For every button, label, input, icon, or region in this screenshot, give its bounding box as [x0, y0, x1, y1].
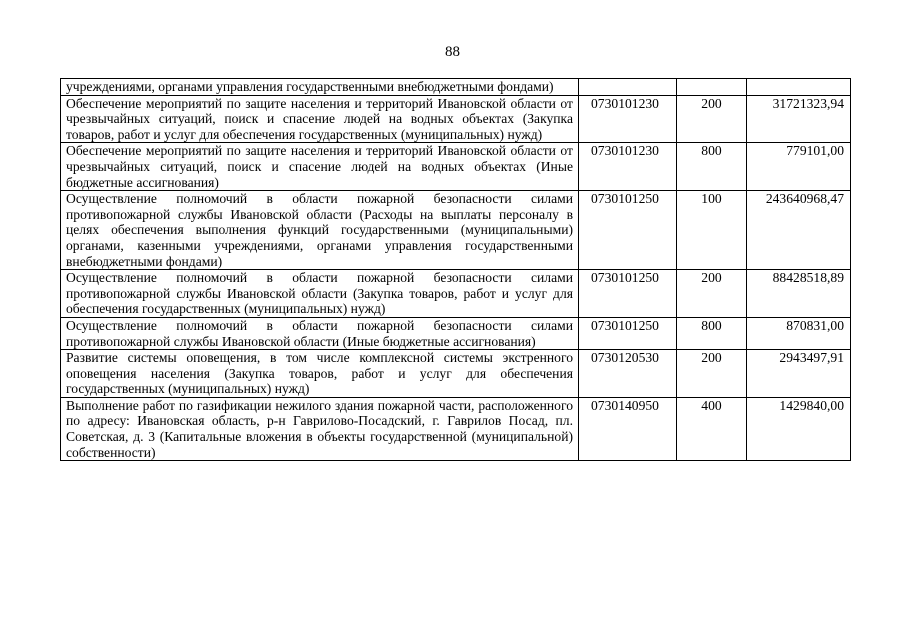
row-expense-type: 200: [677, 95, 747, 143]
row-expense-type: [677, 79, 747, 96]
row-description: Выполнение работ по газификации нежилого здания пожарной части, расположенного по адресу: Ивановская область, р-н Гаврилово-Посадский, г. Гаврилов Посад, пл. Советская, д. 3 (Капитальные вложения в объекты государственной (муниципальной) собственности): [61, 397, 579, 460]
row-amount: [747, 79, 851, 96]
row-target-code: 0730101250: [579, 191, 677, 270]
row-description: учреждениями, органами управления государственными внебюджетными фондами): [61, 79, 579, 96]
row-amount: 870831,00: [747, 317, 851, 349]
row-target-code: 0730101250: [579, 270, 677, 318]
page-number: 88: [445, 44, 460, 60]
row-target-code: 0730101230: [579, 143, 677, 191]
budget-table-body: [61, 79, 851, 461]
row-target-code: 0730120530: [579, 350, 677, 398]
table-row: [61, 143, 851, 191]
row-target-code: 0730101250: [579, 317, 677, 349]
row-description: Осуществление полномочий в области пожарной безопасности силами противопожарной службы Ивановской области (Закупка товаров, работ и услуг для обеспечения государственных (муниципальных) нужд): [61, 270, 579, 318]
row-amount: 243640968,47: [747, 191, 851, 270]
table-row: [61, 191, 851, 270]
row-target-code: 0730101230: [579, 95, 677, 143]
row-description: Обеспечение мероприятий по защите населения и территорий Ивановской области от чрезвычайных ситуаций, поиск и спасение людей на водных объектах (Закупка товаров, работ и услуг для обеспечения государственных (муниципальных) нужд): [61, 95, 579, 143]
row-expense-type: 200: [677, 270, 747, 318]
row-amount: 1429840,00: [747, 397, 851, 460]
row-expense-type: 200: [677, 350, 747, 398]
table-row: [61, 397, 851, 460]
row-expense-type: 800: [677, 317, 747, 349]
row-target-code: 0730140950: [579, 397, 677, 460]
table-row: [61, 79, 851, 96]
row-description: Осуществление полномочий в области пожарной безопасности силами противопожарной службы Ивановской области (Расходы на выплаты персоналу в целях обеспечения выполнения функций государственными (муниципальными) органами, казенными учреждениями, органами управления государственными внебюджетными фондами): [61, 191, 579, 270]
table-row: [61, 350, 851, 398]
row-expense-type: 800: [677, 143, 747, 191]
row-amount: 779101,00: [747, 143, 851, 191]
row-amount: 2943497,91: [747, 350, 851, 398]
row-expense-type: 100: [677, 191, 747, 270]
row-amount: 88428518,89: [747, 270, 851, 318]
table-row: [61, 270, 851, 318]
row-target-code: [579, 79, 677, 96]
row-description: Обеспечение мероприятий по защите населения и территорий Ивановской области от чрезвычайных ситуаций, поиск и спасение людей на водных объектах (Иные бюджетные ассигнования): [61, 143, 579, 191]
row-description: Развитие системы оповещения, в том числе комплексной системы экстренного оповещения населения (Закупка товаров, работ и услуг для обеспечения государственных (муниципальных) нужд): [61, 350, 579, 398]
row-expense-type: 400: [677, 397, 747, 460]
table-row: [61, 95, 851, 143]
row-description: Осуществление полномочий в области пожарной безопасности силами противопожарной службы Ивановской области (Иные бюджетные ассигнования): [61, 317, 579, 349]
row-amount: 31721323,94: [747, 95, 851, 143]
table-row: [61, 317, 851, 349]
budget-table: [60, 78, 851, 461]
